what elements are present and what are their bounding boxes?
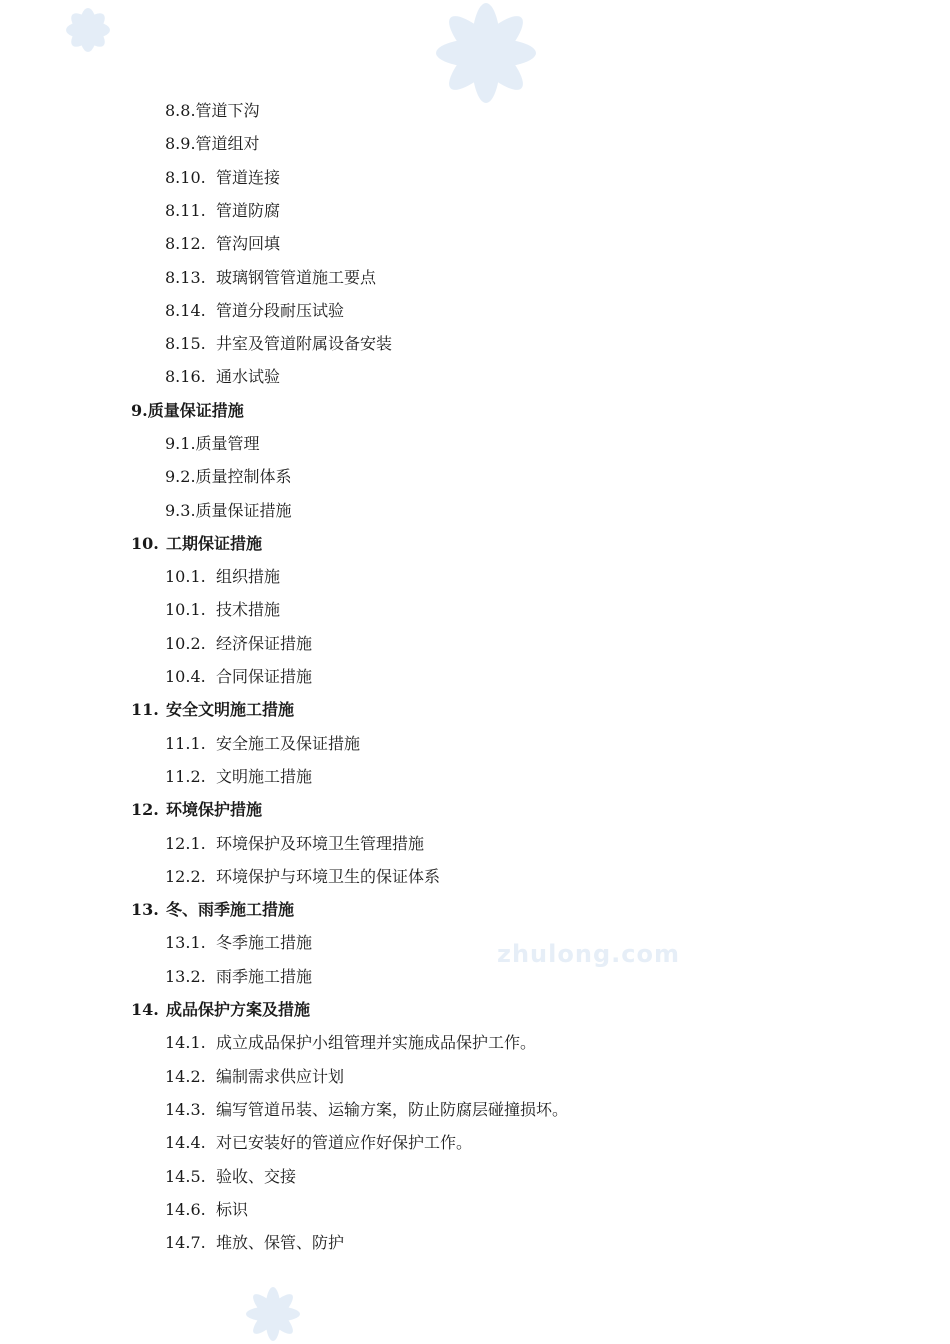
toc-subsection-item bbox=[165, 161, 280, 194]
toc-section-heading bbox=[131, 993, 310, 1026]
toc-item-number: 14.1. bbox=[165, 1033, 206, 1052]
toc-subsection-item bbox=[165, 227, 280, 260]
toc-item-title: 质量保证措施 bbox=[147, 401, 244, 420]
toc-subsection-item bbox=[165, 294, 344, 327]
toc-item-title: 环境保护与环境卫生的保证体系 bbox=[216, 867, 441, 886]
watermark-text: zhulong.com bbox=[497, 940, 680, 968]
toc-item-number: 8.12. bbox=[165, 234, 206, 253]
toc-item-title: 管道防腐 bbox=[216, 201, 281, 220]
toc-section-heading bbox=[131, 527, 262, 560]
toc-item-title: 井室及管道附属设备安装 bbox=[216, 334, 393, 353]
toc-subsection-item bbox=[165, 660, 312, 693]
toc-item-title: 质量管理 bbox=[195, 434, 260, 453]
toc-item-title: 成品保护方案及措施 bbox=[166, 1000, 311, 1019]
toc-item-title: 组织措施 bbox=[216, 567, 281, 586]
toc-item-number: 10. bbox=[131, 534, 159, 553]
toc-item-title: 文明施工措施 bbox=[216, 767, 313, 786]
toc-subsection-item bbox=[165, 127, 260, 160]
toc-item-number: 11. bbox=[131, 700, 159, 719]
toc-subsection-item bbox=[165, 593, 280, 626]
watermark-flower-icon bbox=[55, 0, 121, 60]
toc-item-number: 14.7. bbox=[165, 1233, 206, 1252]
toc-item-number: 8.10. bbox=[165, 168, 206, 187]
toc-item-number: 13.1. bbox=[165, 933, 206, 952]
toc-subsection-item bbox=[165, 926, 312, 959]
toc-item-title: 标识 bbox=[216, 1200, 249, 1219]
toc-subsection-item bbox=[165, 560, 280, 593]
toc-item-number: 10.2. bbox=[165, 634, 206, 653]
toc-item-number: 8.9. bbox=[165, 134, 196, 153]
toc-item-number: 13.2. bbox=[165, 967, 206, 986]
watermark-flower-icon bbox=[243, 1284, 303, 1344]
toc-section-heading bbox=[131, 693, 294, 726]
toc-section-heading bbox=[131, 394, 244, 427]
toc-item-number: 11.2. bbox=[165, 767, 206, 786]
toc-item-number: 10.1. bbox=[165, 567, 206, 586]
toc-item-title: 编写管道吊装、运输方案，防止防腐层碰撞损坏。 bbox=[216, 1100, 569, 1119]
toc-item-title: 通水试验 bbox=[216, 367, 281, 386]
toc-item-title: 管沟回填 bbox=[216, 234, 281, 253]
toc-subsection-item bbox=[165, 1026, 536, 1059]
toc-item-title: 安全文明施工措施 bbox=[166, 700, 295, 719]
toc-item-number: 9.3. bbox=[165, 501, 196, 520]
toc-item-title: 质量控制体系 bbox=[195, 467, 292, 486]
toc-item-number: 9.2. bbox=[165, 467, 196, 486]
toc-item-title: 环境保护及环境卫生管理措施 bbox=[216, 834, 425, 853]
toc-subsection-item bbox=[165, 827, 424, 860]
toc-item-title: 雨季施工措施 bbox=[216, 967, 313, 986]
toc-item-title: 管道下沟 bbox=[195, 101, 260, 120]
toc-item-number: 9.1. bbox=[165, 434, 196, 453]
toc-subsection-item bbox=[165, 760, 312, 793]
toc-item-number: 8.8. bbox=[165, 101, 196, 120]
toc-item-title: 堆放、保管、防护 bbox=[216, 1233, 345, 1252]
toc-item-number: 8.14. bbox=[165, 301, 206, 320]
toc-item-title: 对已安装好的管道应作好保护工作。 bbox=[216, 1133, 473, 1152]
toc-item-title: 编制需求供应计划 bbox=[216, 1067, 345, 1086]
toc-subsection-item bbox=[165, 360, 280, 393]
toc-item-title: 管道组对 bbox=[195, 134, 260, 153]
toc-subsection-item bbox=[165, 327, 392, 360]
toc-item-title: 环境保护措施 bbox=[166, 800, 263, 819]
toc-subsection-item bbox=[165, 860, 440, 893]
toc-item-title: 冬季施工措施 bbox=[216, 933, 313, 952]
toc-item-number: 9. bbox=[131, 401, 148, 420]
toc-subsection-item bbox=[165, 427, 260, 460]
toc-item-title: 合同保证措施 bbox=[216, 667, 313, 686]
toc-item-title: 质量保证措施 bbox=[195, 501, 292, 520]
watermark-flower-icon bbox=[430, 0, 542, 106]
toc-item-title: 成立成品保护小组管理并实施成品保护工作。 bbox=[216, 1033, 537, 1052]
toc-item-title: 管道连接 bbox=[216, 168, 281, 187]
toc-item-number: 10.4. bbox=[165, 667, 206, 686]
toc-item-number: 13. bbox=[131, 900, 159, 919]
toc-subsection-item bbox=[165, 627, 312, 660]
toc-section-heading bbox=[131, 893, 294, 926]
toc-subsection-item bbox=[165, 727, 360, 760]
toc-item-title: 安全施工及保证措施 bbox=[216, 734, 361, 753]
toc-subsection-item bbox=[165, 1060, 344, 1093]
toc-item-title: 验收、交接 bbox=[216, 1167, 297, 1186]
toc-subsection-item bbox=[165, 1193, 248, 1226]
toc-item-number: 14.5. bbox=[165, 1167, 206, 1186]
toc-item-number: 14.2. bbox=[165, 1067, 206, 1086]
toc-item-title: 技术措施 bbox=[216, 600, 281, 619]
toc-item-number: 12. bbox=[131, 800, 159, 819]
toc-subsection-item bbox=[165, 1093, 568, 1126]
toc-item-number: 14.4. bbox=[165, 1133, 206, 1152]
toc-subsection-item bbox=[165, 94, 260, 127]
toc-item-number: 10.1. bbox=[165, 600, 206, 619]
toc-item-number: 11.1. bbox=[165, 734, 206, 753]
toc-item-title: 玻璃钢管管道施工要点 bbox=[216, 268, 377, 287]
toc-item-number: 8.13. bbox=[165, 268, 206, 287]
toc-item-number: 8.16. bbox=[165, 367, 206, 386]
toc-subsection-item bbox=[165, 960, 312, 993]
toc-subsection-item bbox=[165, 460, 292, 493]
toc-item-number: 14. bbox=[131, 1000, 159, 1019]
toc-item-number: 14.6. bbox=[165, 1200, 206, 1219]
toc-item-title: 工期保证措施 bbox=[166, 534, 263, 553]
toc-item-number: 12.2. bbox=[165, 867, 206, 886]
toc-section-heading bbox=[131, 793, 262, 826]
toc-item-number: 14.3. bbox=[165, 1100, 206, 1119]
toc-subsection-item bbox=[165, 194, 280, 227]
toc-item-title: 冬、雨季施工措施 bbox=[166, 900, 295, 919]
toc-subsection-item bbox=[165, 494, 292, 527]
toc-item-number: 8.11. bbox=[165, 201, 206, 220]
toc-item-title: 经济保证措施 bbox=[216, 634, 313, 653]
toc-item-title: 管道分段耐压试验 bbox=[216, 301, 345, 320]
toc-item-number: 12.1. bbox=[165, 834, 206, 853]
toc-subsection-item bbox=[165, 1126, 472, 1159]
toc-subsection-item bbox=[165, 261, 376, 294]
toc-subsection-item bbox=[165, 1160, 296, 1193]
toc-item-number: 8.15. bbox=[165, 334, 206, 353]
toc-subsection-item bbox=[165, 1226, 344, 1259]
